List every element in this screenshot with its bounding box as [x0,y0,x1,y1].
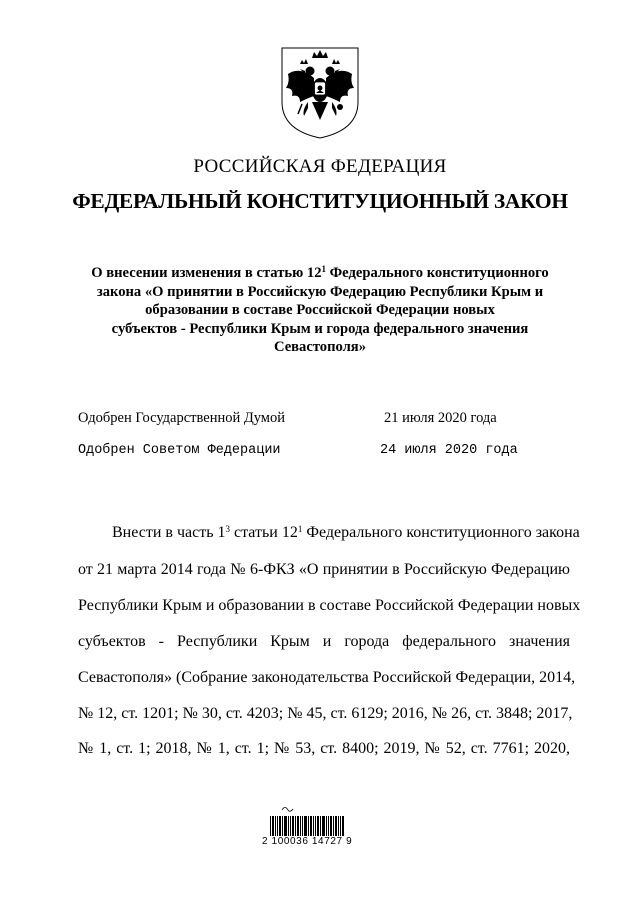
title-line-5: Севастополя» [273,339,367,356]
approval-duma-label: Одобрен Государственной Думой [78,410,285,426]
body-line-4: субъектов - Республики Крым и города федерального значения [78,633,570,650]
law-title [60,264,580,357]
barcode-icon [268,804,348,856]
title-line-2: закона «О принятии в Российскую Федерацию Республики Крым и [96,283,544,300]
coat-of-arms-icon [278,44,362,142]
approval-council-label: Одобрен Советом Федерации [78,443,281,458]
title-line-3: образовании в составе Российской Федерации новых [145,302,495,319]
barcode-number: 2 100036 14727 9 [262,836,353,847]
body-line-7: № 1, ст. 1; 2018, № 1, ст. 1; № 53, ст. 8400; 2019, № 52, ст. 7761; 2020, [78,740,570,757]
law-type-heading: ФЕДЕРАЛЬНЫЙ КОНСТИТУЦИОННЫЙ ЗАКОН [72,189,568,213]
body-line-3: Республики Крым и образовании в составе Российской Федерации новых [78,597,581,614]
approval-duma-date: 21 июля 2020 года [384,410,497,426]
body-line-1: Внести в часть $1^3$ статьи $12^1$ Федерального конституционного закона [112,524,580,541]
approval-council-date: 24 июля 2020 года [380,443,518,458]
body-line-5: Севастополя» (Собрание законодательства Российской Федерации, 2014, [78,669,576,686]
title-line-1: О внесении изменения в статью $12^1$ Федерального конституционного [91,264,549,281]
body-line-2: от 21 марта 2014 года № 6-ФКЗ «О принятии в Российскую Федерацию [78,561,570,578]
title-line-4: субъектов - Республики Крым и города федерального значения [111,320,529,337]
country-heading: РОССИЙСКАЯ ФЕДЕРАЦИЯ [193,156,447,177]
body-line-6: № 12, ст. 1201; № 30, ст. 4203; № 45, ст. 6129; 2016, № 26, ст. 3848; 2017, [78,705,573,722]
